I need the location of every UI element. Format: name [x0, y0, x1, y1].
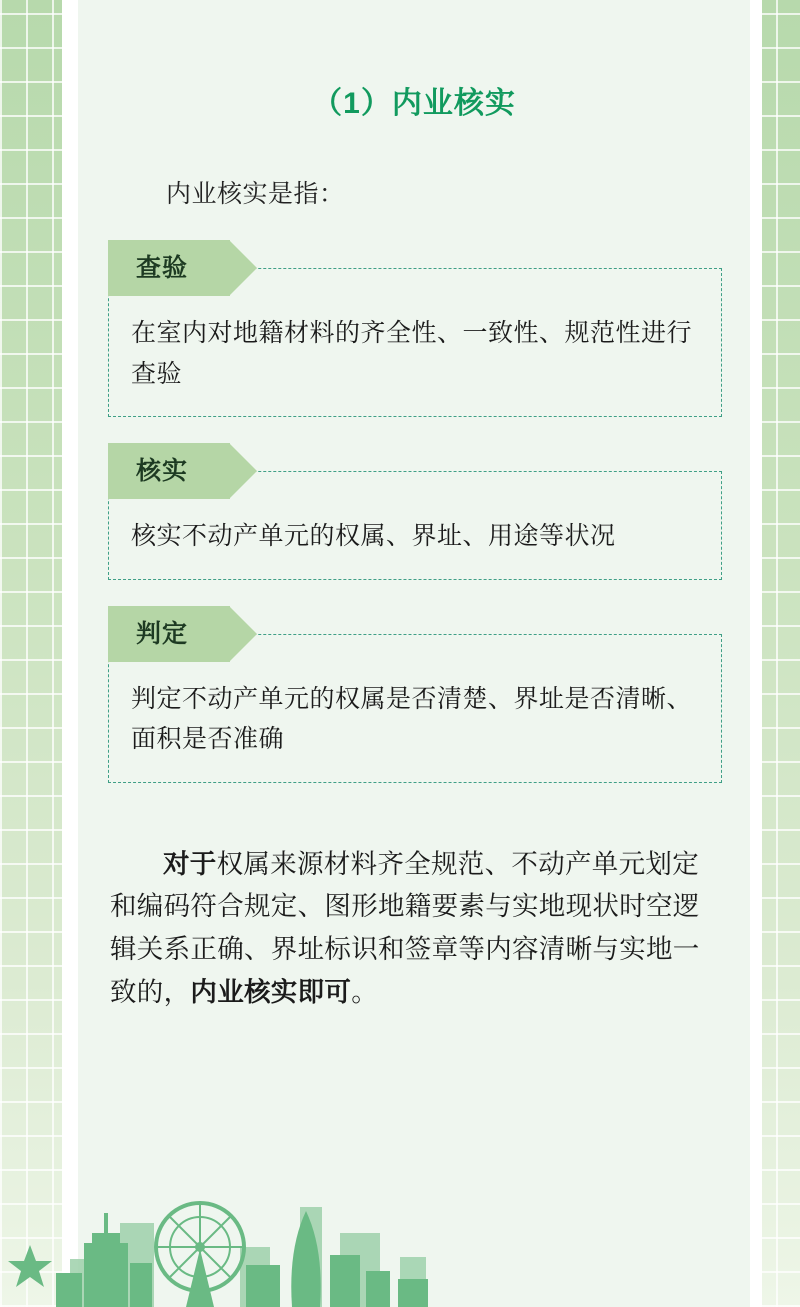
conclusion-end: 。 — [351, 977, 379, 1008]
conclusion-lead-bold: 对于 — [163, 848, 217, 879]
definition-blocks — [78, 240, 750, 783]
conclusion-paragraph — [78, 809, 750, 1015]
block-tag-label: 判定 — [108, 606, 230, 662]
definition-block — [108, 443, 722, 580]
right-decorative-band — [750, 0, 800, 1307]
content-card — [78, 0, 750, 1307]
definition-block — [108, 606, 722, 783]
conclusion-tail-bold: 内业核实即可 — [190, 977, 352, 1008]
definition-block — [108, 240, 722, 417]
block-tag-label: 查验 — [108, 240, 230, 296]
right-band-white-edge — [750, 0, 762, 1307]
block-body-text: 核实不动产单元的权属、界址、用途等状况 — [131, 522, 616, 550]
conclusion-middle: 权属来源材料齐全规范、不动产单元划定和编码符合规定、图形地籍要素与实地现状时空逻辑关系正确、界址标识和签章等内容清晰与实地一致的， — [110, 848, 700, 1008]
left-band-white-edge — [62, 0, 78, 1307]
left-decorative-band — [0, 0, 78, 1307]
lead-text: 内业核实是指： — [166, 180, 345, 208]
block-tag-label: 核实 — [108, 443, 230, 499]
block-body-text: 判定不动产单元的权属是否清楚、界址是否清晰、面积是否准确 — [131, 684, 693, 753]
block-body-text: 在室内对地籍材料的齐全性、一致性、规范性进行查验 — [131, 319, 693, 388]
page-title: （1）内业核实 — [312, 87, 516, 120]
